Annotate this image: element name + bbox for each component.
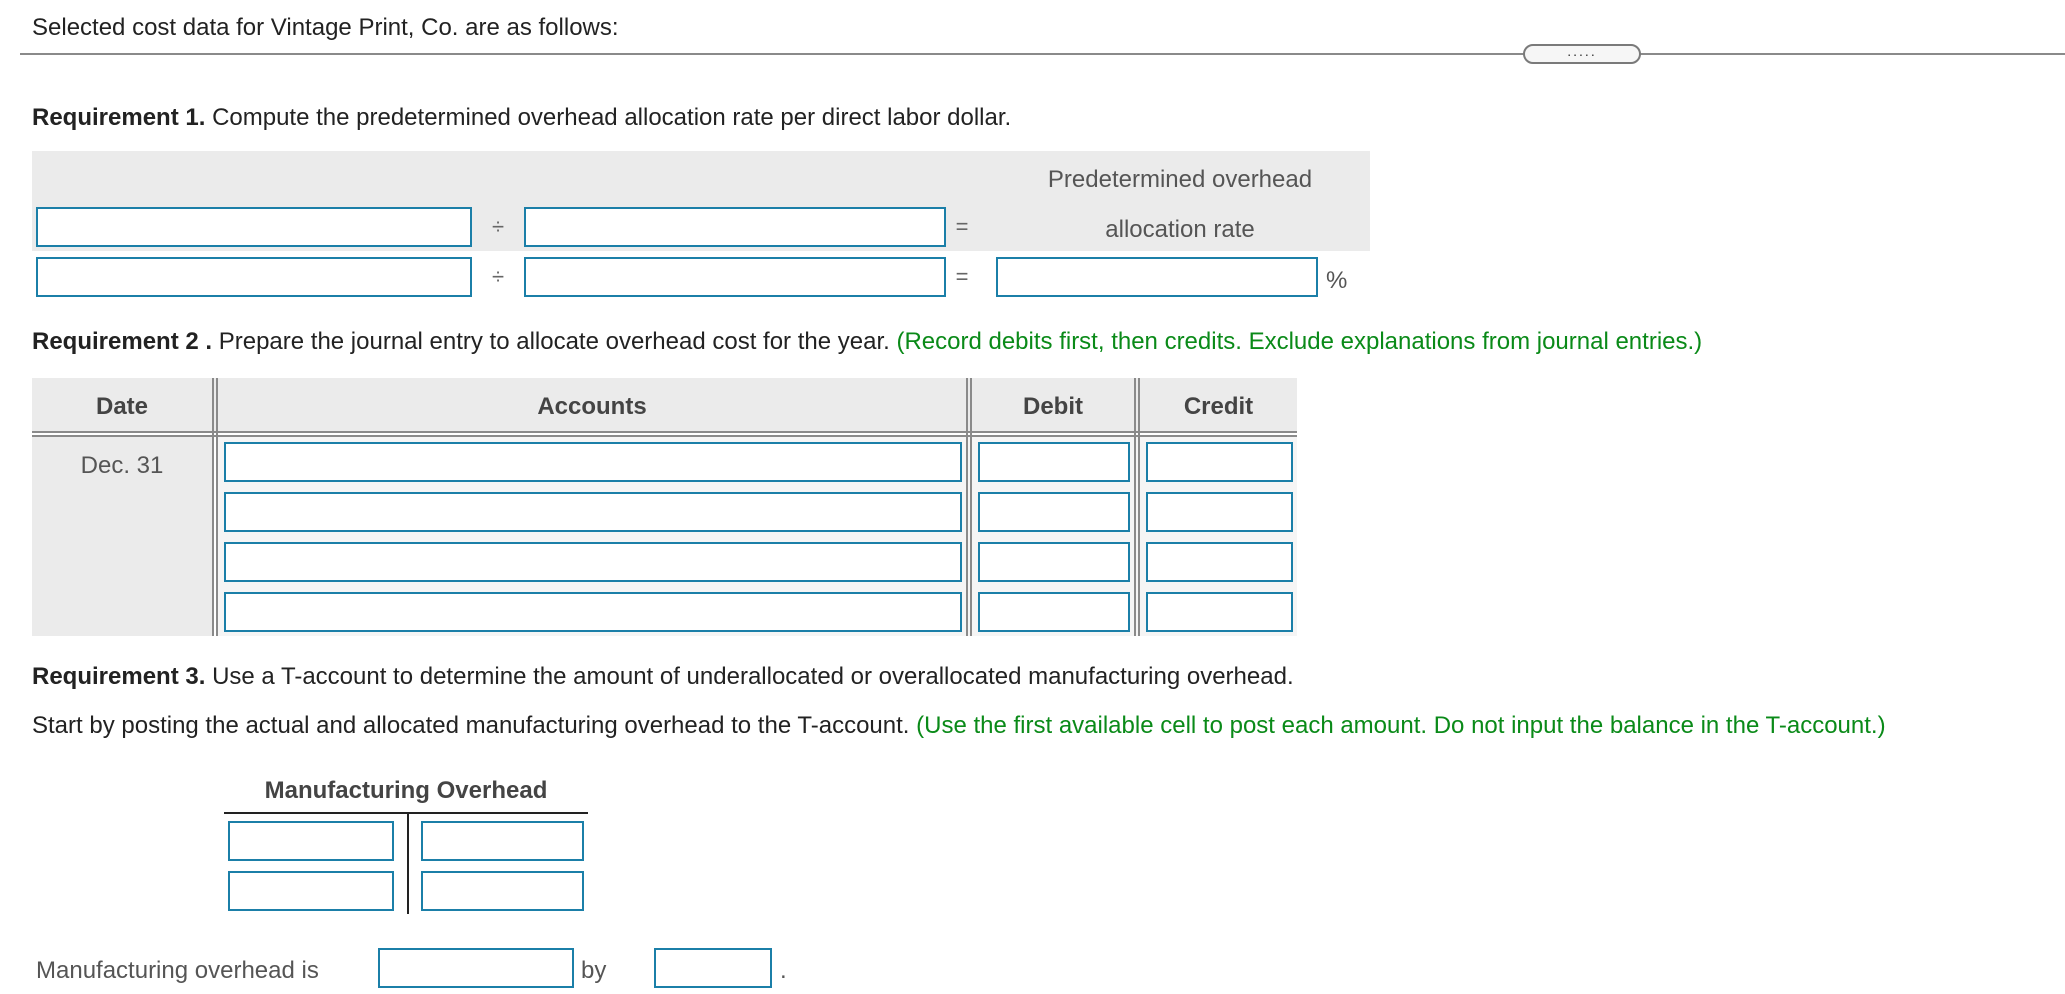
equals-symbol: = (955, 214, 969, 239)
req1-text: Compute the predetermined overhead allocation rate per direct labor dollar. (212, 104, 1012, 131)
rate-row1-numerator-input[interactable] (36, 207, 472, 247)
journal-credit-input[interactable] (1146, 542, 1293, 582)
col-header-date: Date (95, 393, 149, 420)
rate-header-line1: Predetermined overhead (1047, 166, 1313, 193)
conclusion-lead: Manufacturing overhead is (36, 957, 319, 984)
journal-credit-input[interactable] (1146, 592, 1293, 632)
col-header-accounts: Accounts (537, 393, 647, 420)
req2-text: Prepare the journal entry to allocate overhead cost for the year. (218, 328, 890, 355)
col-header-debit: Debit (1023, 393, 1083, 420)
rate-row2-numerator-input[interactable] (36, 257, 472, 297)
t-account-debit-input[interactable] (228, 871, 394, 911)
percent-symbol: % (1326, 267, 1348, 294)
journal-date: Dec. 31 (80, 452, 164, 479)
col-divider (966, 378, 968, 636)
req3-label: Requirement 3. (32, 663, 206, 690)
col-header-credit: Credit (1183, 393, 1254, 420)
divider-line (20, 53, 2065, 55)
overhead-status-select[interactable] (378, 948, 574, 988)
journal-account-input[interactable] (224, 492, 962, 532)
divide-symbol: ÷ (491, 214, 505, 239)
journal-debit-input[interactable] (978, 542, 1130, 582)
journal-account-input[interactable] (224, 542, 962, 582)
req2-instruction: (Record debits first, then credits. Exclude explanations from journal entries.) (896, 328, 1703, 355)
journal-debit-input[interactable] (978, 592, 1130, 632)
col-divider (212, 378, 214, 636)
req3-instruction: (Use the first available cell to post each amount. Do not input the balance in the T-account.) (916, 712, 1886, 739)
journal-header-rule-bottom (32, 435, 1297, 437)
t-account-credit-input[interactable] (421, 871, 584, 911)
conclusion-period: . (780, 957, 787, 984)
req3-instruction-line (32, 711, 1886, 741)
overhead-amount-input[interactable] (654, 948, 772, 988)
journal-credit-input[interactable] (1146, 492, 1293, 532)
journal-credit-input[interactable] (1146, 442, 1293, 482)
rate-result-input[interactable] (996, 257, 1318, 297)
col-divider (1134, 378, 1136, 636)
rate-row2-denominator-input[interactable] (524, 257, 946, 297)
req2-heading (32, 327, 1702, 357)
t-account-debit-input[interactable] (228, 821, 394, 861)
expand-handle-button[interactable]: ..... (1523, 44, 1641, 64)
rate-header-line2: allocation rate (1105, 216, 1255, 243)
req2-label: Requirement 2 . (32, 328, 213, 355)
journal-account-input[interactable] (224, 592, 962, 632)
t-account-title: Manufacturing Overhead (264, 777, 548, 804)
t-account-credit-input[interactable] (421, 821, 584, 861)
divide-symbol: ÷ (491, 264, 505, 289)
req1-label: Requirement 1. (32, 104, 206, 131)
journal-debit-input[interactable] (978, 492, 1130, 532)
conclusion-by: by (581, 957, 607, 984)
intro-text: Selected cost data for Vintage Print, Co. are as follows: (32, 14, 619, 41)
req3-instruction-lead: Start by posting the actual and allocated manufacturing overhead to the T-account. (32, 712, 910, 739)
t-account-center-rule (407, 814, 409, 914)
journal-debit-input[interactable] (978, 442, 1130, 482)
journal-account-input[interactable] (224, 442, 962, 482)
req3-heading (32, 662, 1294, 692)
journal-header-rule-top (32, 431, 1297, 433)
req3-text: Use a T-account to determine the amount of underallocated or overallocated manufacturing overhead. (212, 663, 1294, 690)
rate-row1-denominator-input[interactable] (524, 207, 946, 247)
t-account-top-rule (224, 812, 588, 814)
equals-symbol: = (955, 264, 969, 289)
req1-heading (32, 103, 1011, 133)
